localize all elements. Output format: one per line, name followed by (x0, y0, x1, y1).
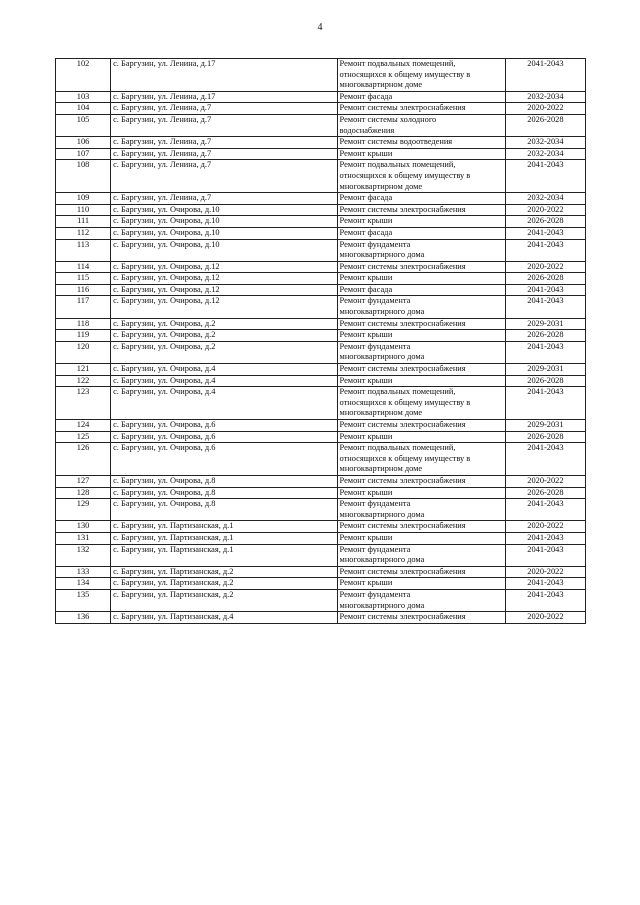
row-number: 107 (56, 148, 111, 160)
row-period: 2041-2043 (505, 589, 585, 611)
table-row (56, 578, 586, 590)
row-address: с. Баргузин, ул. Партизанская, д.2 (111, 589, 337, 611)
row-work-type: Ремонт фасада (337, 193, 505, 205)
row-address: с. Баргузин, ул. Ленина, д.7 (111, 148, 337, 160)
table-row (56, 114, 586, 136)
row-work-type: Ремонт крыши (337, 375, 505, 387)
table-row (56, 475, 586, 487)
row-period: 2041-2043 (505, 296, 585, 318)
row-work-type: Ремонт крыши (337, 532, 505, 544)
row-number: 124 (56, 420, 111, 432)
table-row (56, 443, 586, 476)
row-period: 2026-2028 (505, 273, 585, 285)
table-row (56, 487, 586, 499)
table-row (56, 330, 586, 342)
table-row (56, 499, 586, 521)
row-number: 108 (56, 160, 111, 193)
row-period: 2026-2028 (505, 375, 585, 387)
row-address: с. Баргузин, ул. Очирова, д.6 (111, 431, 337, 443)
row-work-type: Ремонт крыши (337, 487, 505, 499)
row-number: 126 (56, 443, 111, 476)
row-number: 120 (56, 341, 111, 363)
row-address: с. Баргузин, ул. Очирова, д.12 (111, 296, 337, 318)
row-work-type: Ремонт фасада (337, 284, 505, 296)
row-period: 2029-2031 (505, 364, 585, 376)
row-number: 127 (56, 475, 111, 487)
table-row (56, 387, 586, 420)
row-period: 2041-2043 (505, 443, 585, 476)
row-period: 2041-2043 (505, 544, 585, 566)
row-work-type: Ремонт крыши (337, 148, 505, 160)
row-number: 131 (56, 532, 111, 544)
row-number: 110 (56, 204, 111, 216)
row-number: 122 (56, 375, 111, 387)
row-number: 102 (56, 59, 111, 92)
row-work-type: Ремонт фундамента многоквартирного дома (337, 499, 505, 521)
row-period: 2020-2022 (505, 612, 585, 624)
repair-schedule-table (55, 58, 586, 624)
row-number: 132 (56, 544, 111, 566)
table-row (56, 284, 586, 296)
row-number: 103 (56, 91, 111, 103)
row-work-type: Ремонт фасада (337, 227, 505, 239)
row-number: 125 (56, 431, 111, 443)
table-row (56, 544, 586, 566)
row-address: с. Баргузин, ул. Очирова, д.4 (111, 364, 337, 376)
table-row (56, 612, 586, 624)
row-work-type: Ремонт системы электроснабжения (337, 103, 505, 115)
row-period: 2041-2043 (505, 227, 585, 239)
row-address: с. Баргузин, ул. Партизанская, д.4 (111, 612, 337, 624)
row-address: с. Баргузин, ул. Партизанская, д.1 (111, 532, 337, 544)
row-period: 2026-2028 (505, 114, 585, 136)
row-number: 118 (56, 318, 111, 330)
table-row (56, 566, 586, 578)
row-work-type: Ремонт системы электроснабжения (337, 566, 505, 578)
row-work-type: Ремонт системы электроснабжения (337, 204, 505, 216)
row-period: 2032-2034 (505, 148, 585, 160)
row-address: с. Баргузин, ул. Ленина, д.7 (111, 137, 337, 149)
row-address: с. Баргузин, ул. Партизанская, д.2 (111, 566, 337, 578)
row-work-type: Ремонт фундамента многоквартирного дома (337, 239, 505, 261)
row-address: с. Баргузин, ул. Очирова, д.2 (111, 330, 337, 342)
row-work-type: Ремонт системы электроснабжения (337, 261, 505, 273)
row-work-type: Ремонт крыши (337, 216, 505, 228)
row-work-type: Ремонт подвальных помещений, относящихся к общему имуществу в многоквартирном доме (337, 443, 505, 476)
row-number: 109 (56, 193, 111, 205)
row-work-type: Ремонт фасада (337, 91, 505, 103)
table-row (56, 375, 586, 387)
row-work-type: Ремонт системы электроснабжения (337, 521, 505, 533)
row-address: с. Баргузин, ул. Ленина, д.7 (111, 114, 337, 136)
table-row (56, 273, 586, 285)
row-address: с. Баргузин, ул. Очирова, д.8 (111, 487, 337, 499)
table-row (56, 204, 586, 216)
table-row (56, 318, 586, 330)
row-address: с. Баргузин, ул. Очирова, д.10 (111, 204, 337, 216)
row-period: 2041-2043 (505, 59, 585, 92)
row-work-type: Ремонт крыши (337, 330, 505, 342)
row-work-type: Ремонт системы электроснабжения (337, 318, 505, 330)
row-number: 134 (56, 578, 111, 590)
row-address: с. Баргузин, ул. Очирова, д.4 (111, 387, 337, 420)
row-period: 2032-2034 (505, 137, 585, 149)
row-address: с. Баргузин, ул. Очирова, д.6 (111, 420, 337, 432)
row-address: с. Баргузин, ул. Ленина, д.17 (111, 91, 337, 103)
row-number: 111 (56, 216, 111, 228)
row-address: с. Баргузин, ул. Очирова, д.10 (111, 239, 337, 261)
row-number: 105 (56, 114, 111, 136)
table-row (56, 103, 586, 115)
row-period: 2041-2043 (505, 532, 585, 544)
row-number: 119 (56, 330, 111, 342)
row-work-type: Ремонт фундамента многоквартирного дома (337, 296, 505, 318)
row-period: 2041-2043 (505, 284, 585, 296)
table-row (56, 364, 586, 376)
row-number: 133 (56, 566, 111, 578)
table-row (56, 521, 586, 533)
row-work-type: Ремонт фундамента многоквартирного дома (337, 589, 505, 611)
row-number: 113 (56, 239, 111, 261)
row-period: 2032-2034 (505, 193, 585, 205)
row-address: с. Баргузин, ул. Очирова, д.2 (111, 341, 337, 363)
row-period: 2026-2028 (505, 216, 585, 228)
row-number: 129 (56, 499, 111, 521)
table-row (56, 431, 586, 443)
row-number: 121 (56, 364, 111, 376)
table-row (56, 91, 586, 103)
row-period: 2020-2022 (505, 475, 585, 487)
row-address: с. Баргузин, ул. Партизанская, д.2 (111, 578, 337, 590)
row-period: 2020-2022 (505, 103, 585, 115)
row-number: 136 (56, 612, 111, 624)
table-row (56, 296, 586, 318)
row-number: 135 (56, 589, 111, 611)
row-work-type: Ремонт фундамента многоквартирного дома (337, 341, 505, 363)
row-number: 106 (56, 137, 111, 149)
row-number: 115 (56, 273, 111, 285)
row-work-type: Ремонт крыши (337, 578, 505, 590)
table-row (56, 589, 586, 611)
row-address: с. Баргузин, ул. Очирова, д.6 (111, 443, 337, 476)
page-number: 4 (317, 22, 323, 33)
table-row (56, 160, 586, 193)
table-row (56, 137, 586, 149)
row-period: 2041-2043 (505, 578, 585, 590)
row-number: 104 (56, 103, 111, 115)
row-work-type: Ремонт системы электроснабжения (337, 364, 505, 376)
table-row (56, 532, 586, 544)
row-work-type: Ремонт крыши (337, 273, 505, 285)
table-row (56, 239, 586, 261)
row-period: 2041-2043 (505, 160, 585, 193)
row-period: 2020-2022 (505, 521, 585, 533)
table-body (56, 59, 586, 624)
row-period: 2041-2043 (505, 499, 585, 521)
table-row (56, 420, 586, 432)
table-row (56, 59, 586, 92)
row-work-type: Ремонт подвальных помещений, относящихся к общему имуществу в многоквартирном доме (337, 59, 505, 92)
table-row (56, 261, 586, 273)
row-number: 116 (56, 284, 111, 296)
row-period: 2029-2031 (505, 420, 585, 432)
row-period: 2026-2028 (505, 431, 585, 443)
table-row (56, 216, 586, 228)
row-period: 2041-2043 (505, 239, 585, 261)
row-period: 2029-2031 (505, 318, 585, 330)
row-number: 130 (56, 521, 111, 533)
table-row (56, 341, 586, 363)
row-period: 2041-2043 (505, 387, 585, 420)
row-address: с. Баргузин, ул. Ленина, д.7 (111, 103, 337, 115)
row-address: с. Баргузин, ул. Очирова, д.12 (111, 261, 337, 273)
row-work-type: Ремонт системы холодного водоснабжения (337, 114, 505, 136)
row-address: с. Баргузин, ул. Очирова, д.8 (111, 475, 337, 487)
row-period: 2041-2043 (505, 341, 585, 363)
row-address: с. Баргузин, ул. Очирова, д.10 (111, 216, 337, 228)
row-address: с. Баргузин, ул. Очирова, д.2 (111, 318, 337, 330)
row-period: 2020-2022 (505, 261, 585, 273)
row-address: с. Баргузин, ул. Очирова, д.12 (111, 284, 337, 296)
row-period: 2020-2022 (505, 566, 585, 578)
row-address: с. Баргузин, ул. Очирова, д.10 (111, 227, 337, 239)
table-row (56, 148, 586, 160)
row-number: 123 (56, 387, 111, 420)
row-number: 128 (56, 487, 111, 499)
row-number: 114 (56, 261, 111, 273)
row-address: с. Баргузин, ул. Очирова, д.8 (111, 499, 337, 521)
row-period: 2026-2028 (505, 330, 585, 342)
row-work-type: Ремонт фундамента многоквартирного дома (337, 544, 505, 566)
row-work-type: Ремонт крыши (337, 431, 505, 443)
row-number: 112 (56, 227, 111, 239)
row-address: с. Баргузин, ул. Ленина, д.7 (111, 160, 337, 193)
row-address: с. Баргузин, ул. Очирова, д.4 (111, 375, 337, 387)
table-row (56, 193, 586, 205)
row-number: 117 (56, 296, 111, 318)
row-address: с. Баргузин, ул. Партизанская, д.1 (111, 521, 337, 533)
row-address: с. Баргузин, ул. Очирова, д.12 (111, 273, 337, 285)
row-work-type: Ремонт системы водоотведения (337, 137, 505, 149)
row-period: 2026-2028 (505, 487, 585, 499)
table-row (56, 227, 586, 239)
row-work-type: Ремонт системы электроснабжения (337, 420, 505, 432)
row-work-type: Ремонт подвальных помещений, относящихся к общему имуществу в многоквартирном доме (337, 160, 505, 193)
row-period: 2032-2034 (505, 91, 585, 103)
row-period: 2020-2022 (505, 204, 585, 216)
row-work-type: Ремонт подвальных помещений, относящихся к общему имуществу в многоквартирном доме (337, 387, 505, 420)
row-address: с. Баргузин, ул. Ленина, д.17 (111, 59, 337, 92)
row-address: с. Баргузин, ул. Партизанская, д.1 (111, 544, 337, 566)
row-work-type: Ремонт системы электроснабжения (337, 612, 505, 624)
row-work-type: Ремонт системы электроснабжения (337, 475, 505, 487)
row-address: с. Баргузин, ул. Ленина, д.7 (111, 193, 337, 205)
